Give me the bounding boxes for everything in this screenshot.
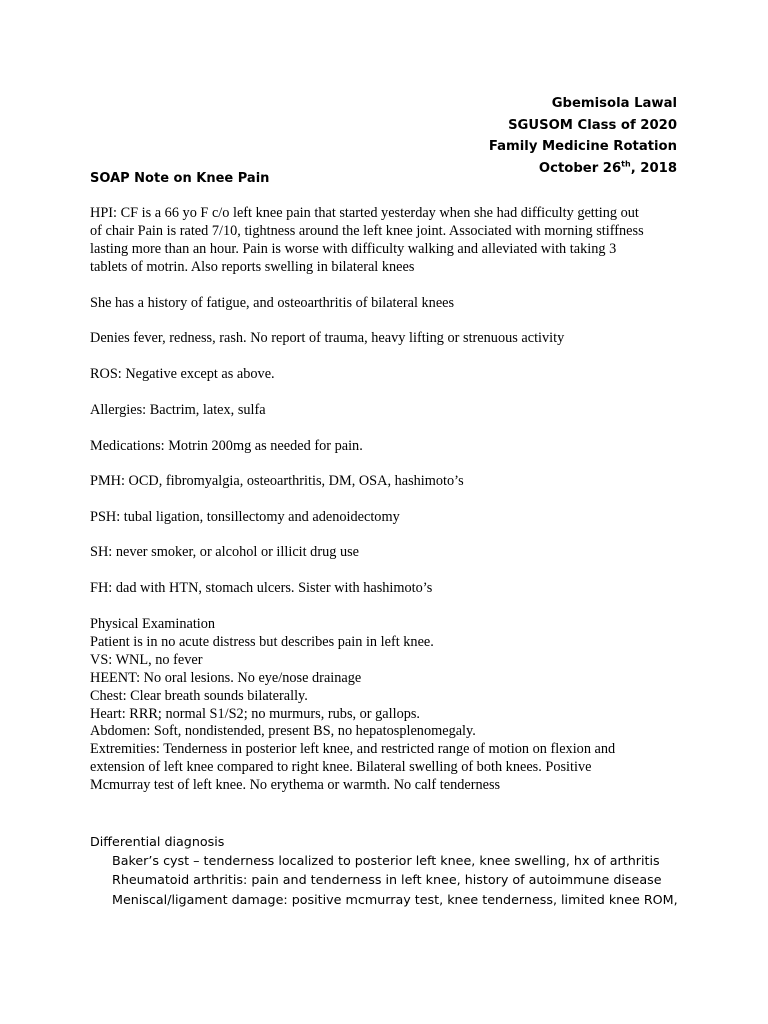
denies-paragraph: Denies fever, redness, rash. No report of trauma, heavy lifting or strenuous activity — [90, 330, 565, 346]
author-school: SGUSOM Class of 2020 — [508, 117, 677, 133]
hpi-line: tablets of motrin. Also reports swelling in bilateral knees — [90, 258, 415, 275]
document-title: SOAP Note on Knee Pain — [90, 171, 270, 186]
rotation-name: Family Medicine Rotation — [488, 139, 677, 154]
ros-paragraph: ROS: Negative except as above. — [90, 366, 275, 382]
hpi-line: of chair Pain is rated 7/10, tightness around the left knee joint. Associated with morning stiffness — [90, 222, 644, 239]
exam-line: HEENT: No oral lesions. No eye/nose drainage — [90, 669, 362, 686]
hpi-line: HPI: CF is a 66 yo F c/o left knee pain that started yesterday when she had difficulty getting out — [90, 205, 639, 221]
hpi-paragraph — [90, 205, 690, 277]
differential-item: Baker’s cyst – tenderness localized to posterior left knee, knee swelling, hx of arthritis — [112, 853, 660, 869]
exam-line: extension of left knee compared to right knee. Bilateral swelling of both knees. Positive — [90, 759, 592, 776]
physical-exam-section — [90, 616, 690, 795]
differential-item: Rheumatoid arthritis: pain and tenderness in left knee, history of autoimmune disease — [112, 872, 662, 888]
differential-item: Meniscal/ligament damage: positive mcmurray test, knee tenderness, limited knee ROM, — [112, 891, 678, 907]
differential-section — [90, 832, 678, 909]
fh-paragraph: FH: dad with HTN, stomach ulcers. Sister with hashimoto’s — [90, 580, 433, 596]
medications-paragraph: Medications: Motrin 200mg as needed for pain. — [90, 438, 363, 454]
author-header — [489, 93, 677, 179]
history-paragraph: She has a history of fatigue, and osteoarthritis of bilateral knees — [90, 295, 455, 311]
date-suffix: , 2018 — [630, 160, 677, 176]
sh-paragraph: SH: never smoker, or alcohol or illicit drug use — [90, 544, 360, 560]
pmh-paragraph: PMH: OCD, fibromyalgia, osteoarthritis, DM, OSA, hashimoto’s — [90, 473, 464, 489]
psh-paragraph: PSH: tubal ligation, tonsillectomy and adenoidectomy — [90, 509, 400, 525]
allergies-paragraph: Allergies: Bactrim, latex, sulfa — [90, 402, 266, 418]
exam-line: VS: WNL, no fever — [90, 651, 203, 668]
author-name: Gbemisola Lawal — [551, 96, 677, 111]
hpi-line: lasting more than an hour. Pain is worse with difficulty walking and alleviated with taking 3 — [90, 240, 617, 257]
exam-line: Patient is in no acute distress but describes pain in left knee. — [90, 633, 434, 650]
note-date — [489, 158, 677, 180]
date-prefix: October 26 — [538, 160, 622, 176]
physical-exam-heading: Physical Examination — [90, 616, 216, 632]
exam-line: Chest: Clear breath sounds bilaterally. — [90, 687, 308, 704]
exam-line: Mcmurray test of left knee. No erythema or warmth. No calf tenderness — [90, 777, 501, 794]
exam-line: Heart: RRR; normal S1/S2; no murmurs, rubs, or gallops. — [90, 705, 421, 722]
differential-heading: Differential diagnosis — [90, 834, 225, 849]
exam-line: Extremities: Tenderness in posterior left knee, and restricted range of motion on flexion and — [90, 741, 616, 758]
exam-line: Abdomen: Soft, nondistended, present BS, no hepatosplenomegaly. — [90, 723, 476, 740]
date-ordinal: th — [621, 159, 631, 169]
